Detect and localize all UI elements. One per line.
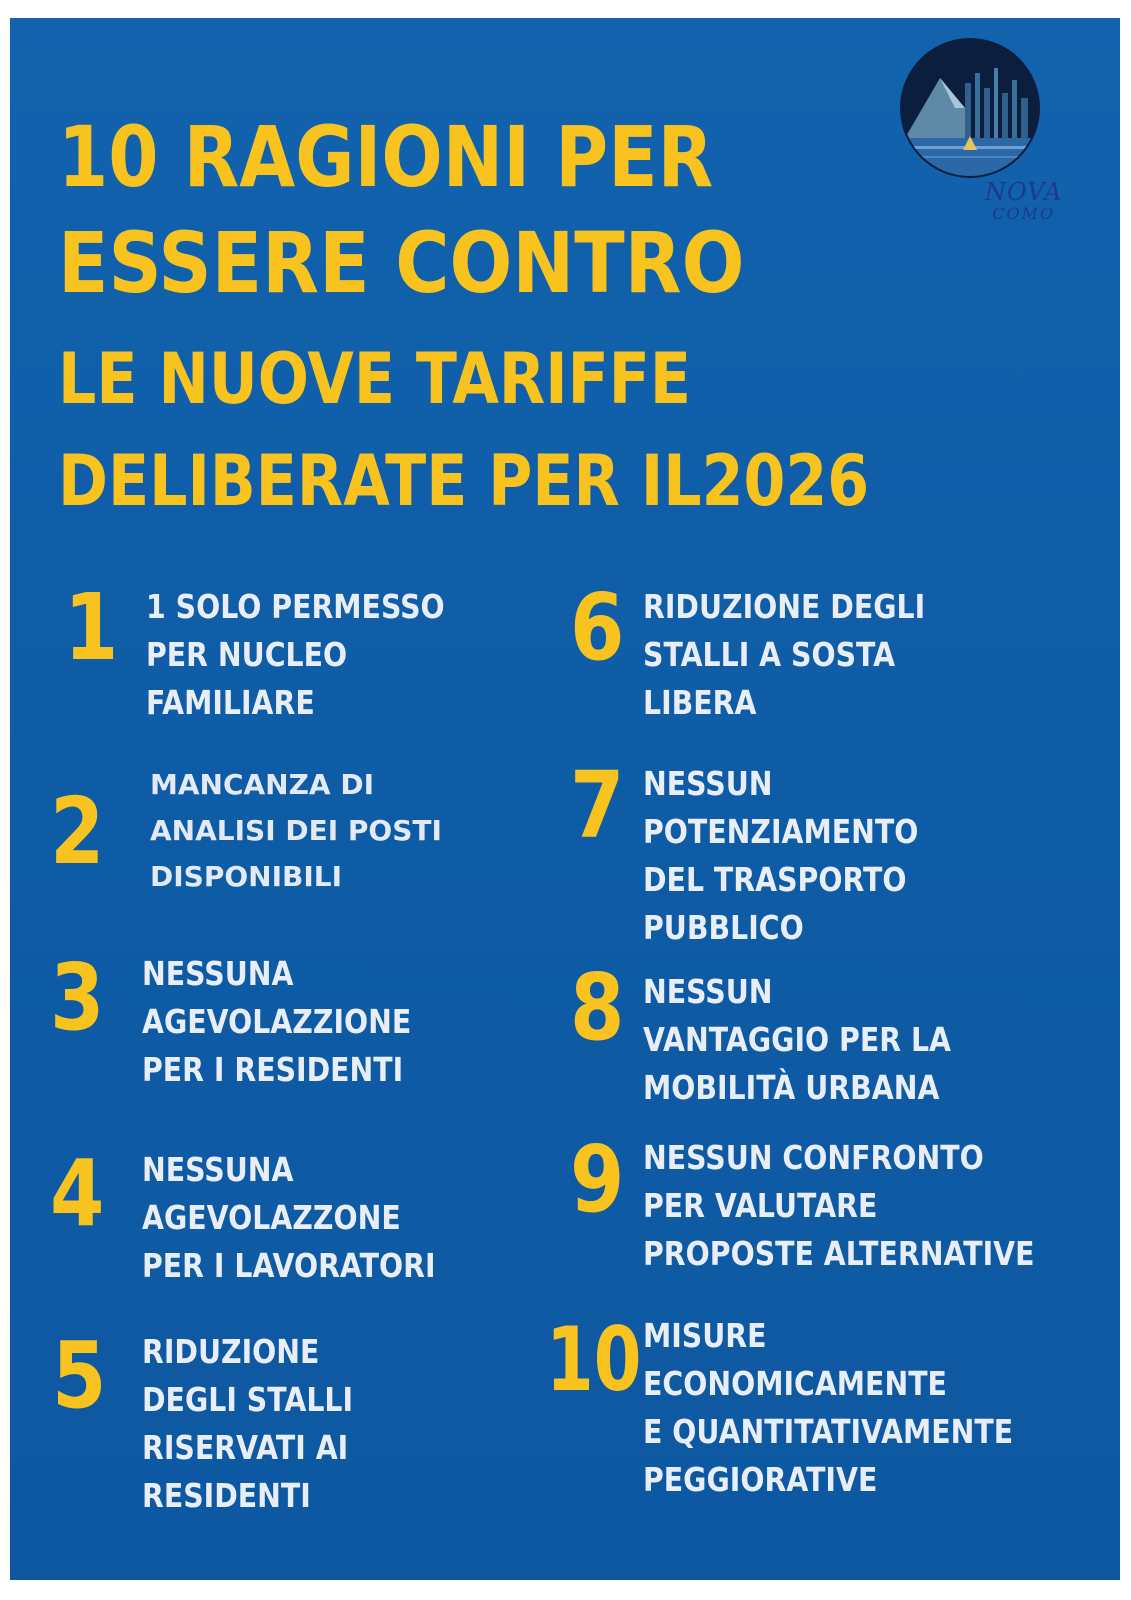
reason-line: ECONOMICAMENTE [643,1364,947,1403]
reason-line: PER I LAVORATORI [142,1246,436,1285]
reason-line: E QUANTITATIVAMENTE [643,1412,1014,1451]
reason-line: MANCANZA DI [150,768,374,801]
reason-text-10 [643,1312,1013,1504]
reason-number-2: 2 [50,778,105,885]
reason-number-1: 1 [64,574,119,681]
title-line-3: LE NUOVE TARIFFE [58,338,692,420]
reason-line: NESSUNA [142,954,294,993]
title-line-1: 10 RAGIONI PER [58,108,714,206]
reason-text-4 [142,1146,436,1290]
reason-text-2 [150,762,442,900]
reason-line: NESSUN CONFRONTO [643,1138,984,1177]
reason-line: RIDUZIONE DEGLI [643,587,926,626]
reason-line: STALLI A SOSTA [643,635,896,674]
reason-line: NESSUN [643,764,773,803]
reason-number-7: 7 [570,752,625,859]
reason-line: DEGLI STALLI [142,1380,354,1419]
reason-line: DISPONIBILI [150,860,343,893]
reason-line: PROPOSTE ALTERNATIVE [643,1234,1035,1273]
reason-text-5 [142,1328,353,1520]
title-line-4: DELIBERATE PER IL2026 [58,440,870,522]
reason-line: 1 SOLO PERMESSO [146,587,445,626]
reason-line: VANTAGGIO PER LA [643,1020,952,1059]
reason-text-3 [142,950,411,1094]
reason-number-9: 9 [570,1126,625,1233]
reason-text-9 [643,1134,1035,1278]
reason-number-3: 3 [50,944,105,1051]
title-line-2: ESSERE CONTRO [58,214,745,312]
reason-line: MISURE [643,1316,767,1355]
reason-line: RESIDENTI [142,1476,311,1515]
reason-line: RIDUZIONE [142,1332,320,1371]
reason-number-8: 8 [570,954,625,1061]
logo-sub: COMO [992,204,1056,223]
reason-number-6: 6 [570,574,625,681]
reason-line: RISERVATI AI [142,1428,349,1467]
reason-text-8 [643,968,951,1112]
reason-line: PER NUCLEO [146,635,348,674]
reason-line: AGEVOLAZZIONE [142,1002,412,1041]
reason-line: AGEVOLAZZONE [142,1198,401,1237]
reason-line: PER I RESIDENTI [142,1050,404,1089]
reason-line: NESSUN [643,972,773,1011]
reason-line: MOBILITÀ URBANA [643,1068,940,1107]
reason-line: PER VALUTARE [643,1186,878,1225]
reason-line: DEL TRASPORTO [643,860,907,899]
logo-name: NOVA [985,178,1063,206]
reason-line: ANALISI DEI POSTI [150,814,442,847]
reason-number-5: 5 [52,1322,107,1429]
reason-line: NESSUNA [142,1150,294,1189]
logo-wordmark [985,180,1062,222]
reason-text-6 [643,583,925,727]
reason-number-4: 4 [50,1140,105,1247]
city-skyline-logo-icon [895,38,1045,178]
reason-number-10: 10 [546,1308,642,1411]
reason-line: FAMILIARE [146,683,315,722]
reason-line: PUBBLICO [643,908,804,947]
reason-line: PEGGIORATIVE [643,1460,878,1499]
reason-line: POTENZIAMENTO [643,812,919,851]
reason-text-1 [146,583,445,727]
reason-line: LIBERA [643,683,757,722]
reason-text-7 [643,760,918,952]
